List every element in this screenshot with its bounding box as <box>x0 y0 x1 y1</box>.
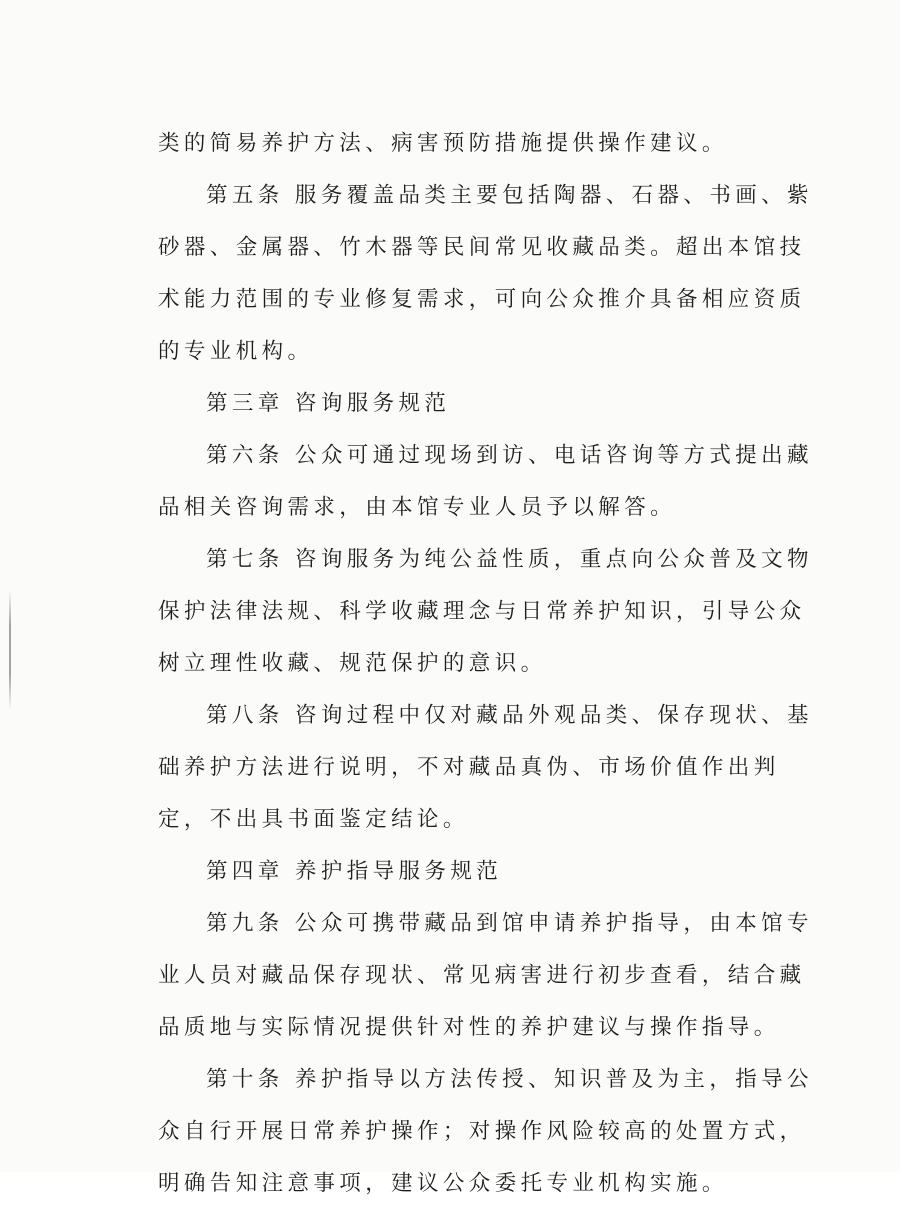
article-6-line: 第六条 公众可通过现场到访、电话咨询等方式提出藏 <box>206 443 813 468</box>
text-line: 众自行开展日常养护操作；对操作风险较高的处置方式， <box>158 1119 806 1144</box>
article-8-line: 第八条 咨询过程中仅对藏品外观品类、保存现状、基 <box>206 703 813 728</box>
article-7-line: 第七条 咨询服务为纯公益性质，重点向公众普及文物 <box>206 547 813 572</box>
text-line: 品相关咨询需求，由本馆专业人员予以解答。 <box>158 495 677 520</box>
text-line: 业人员对藏品保存现状、常见病害进行初步查看，结合藏 <box>158 963 806 988</box>
chapter-4-heading: 第四章 养护指导服务规范 <box>206 859 503 884</box>
text-line: 类的简易养护方法、病害预防措施提供操作建议。 <box>158 131 728 156</box>
text-line: 树立理性收藏、规范保护的意识。 <box>158 651 547 676</box>
text-line: 砂器、金属器、竹木器等民间常见收藏品类。超出本馆技 <box>158 235 806 260</box>
text-line: 品质地与实际情况提供针对性的养护建议与操作指导。 <box>158 1015 780 1040</box>
text-line: 术能力范围的专业修复需求，可向公众推介具备相应资质 <box>158 287 806 312</box>
scan-edge-mark <box>9 590 11 710</box>
text-line: 的专业机构。 <box>158 339 314 364</box>
text-line: 定，不出具书面鉴定结论。 <box>158 807 469 832</box>
text-line: 明确告知注意事项，建议公众委托专业机构实施。 <box>158 1171 728 1196</box>
chapter-3-heading: 第三章 咨询服务规范 <box>206 391 451 416</box>
article-5-heading-line: 第五条 服务覆盖品类主要包括陶器、石器、书画、紫 <box>206 183 813 208</box>
text-line: 础养护方法进行说明，不对藏品真伪、市场价值作出判 <box>158 755 780 780</box>
document-body <box>158 118 813 1210</box>
text-line: 保护法律法规、科学收藏理念与日常养护知识，引导公众 <box>158 599 806 624</box>
article-9-line: 第九条 公众可携带藏品到馆申请养护指导，由本馆专 <box>206 911 813 936</box>
article-10-line: 第十条 养护指导以方法传授、知识普及为主，指导公 <box>206 1067 813 1092</box>
